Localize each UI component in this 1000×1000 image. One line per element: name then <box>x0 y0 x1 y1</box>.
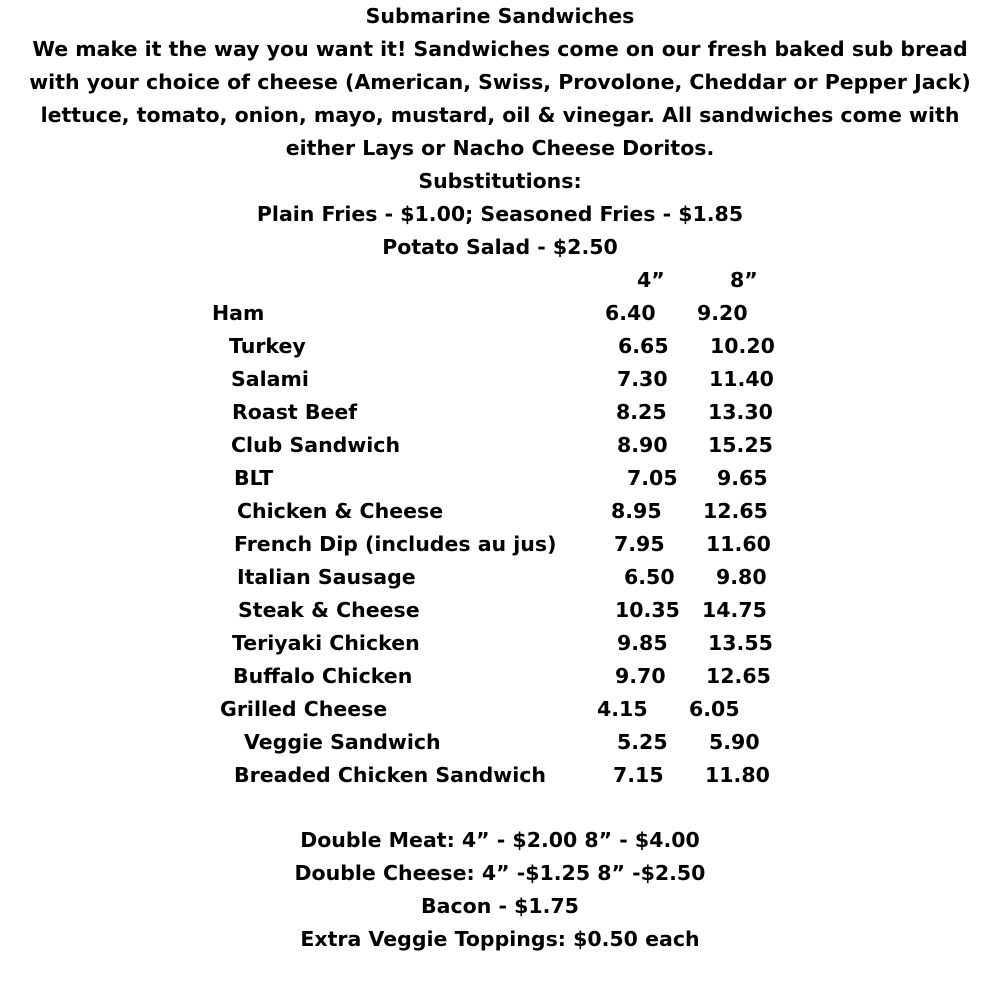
price-4-inch: 9.85 <box>617 631 668 655</box>
menu-item-blt <box>0 462 1000 495</box>
price-4-inch: 6.65 <box>618 334 669 358</box>
menu-item-roast-beef <box>0 396 1000 429</box>
menu-item-chicken-and-cheese <box>0 495 1000 528</box>
item-name: Veggie Sandwich <box>244 730 441 754</box>
price-4-inch: 7.05 <box>627 466 678 490</box>
description-line: with your choice of cheese (American, Swiss, Provolone, Cheddar or Pepper Jack) <box>29 70 971 94</box>
price-8-inch: 5.90 <box>709 730 760 754</box>
menu-item-breaded-chicken-sandwich <box>0 759 1000 792</box>
menu-item-buffalo-chicken <box>0 660 1000 693</box>
price-4-inch: 6.40 <box>605 301 656 325</box>
menu-item-turkey <box>0 330 1000 363</box>
price-8-inch: 6.05 <box>689 697 740 721</box>
description-line: either Lays or Nacho Cheese Doritos. <box>285 136 715 160</box>
price-8-inch: 11.60 <box>706 532 771 556</box>
extra-veggie-toppings: Extra Veggie Toppings: $0.50 each <box>300 927 700 951</box>
item-name: Salami <box>231 367 309 391</box>
extra-double-meat: Double Meat: 4” - $2.00 8” - $4.00 <box>300 828 700 852</box>
price-4-inch: 9.70 <box>615 664 666 688</box>
price-8-inch: 12.65 <box>706 664 771 688</box>
substitutions-heading: Substitutions: <box>418 169 582 193</box>
item-name: Teriyaki Chicken <box>232 631 420 655</box>
price-8-inch: 11.40 <box>709 367 774 391</box>
price-8-inch: 13.30 <box>708 400 773 424</box>
menu-item-veggie-sandwich <box>0 726 1000 759</box>
price-4-inch: 8.25 <box>616 400 667 424</box>
item-name: French Dip (includes au jus) <box>234 532 557 556</box>
substitution-line: Potato Salad - $2.50 <box>382 235 618 259</box>
menu-item-teriyaki-chicken <box>0 627 1000 660</box>
description-line: We make it the way you want it! Sandwiches come on our fresh baked sub bread <box>32 37 968 61</box>
menu-item-grilled-cheese <box>0 693 1000 726</box>
extra-double-cheese: Double Cheese: 4” -$1.25 8” -$2.50 <box>294 861 706 885</box>
price-8-inch: 10.20 <box>710 334 775 358</box>
price-8-inch: 9.65 <box>717 466 768 490</box>
size-header-4-inch: 4” <box>637 268 665 292</box>
menu-item-french-dip <box>0 528 1000 561</box>
item-name: Ham <box>212 301 265 325</box>
item-name: Buffalo Chicken <box>233 664 413 688</box>
price-8-inch: 9.80 <box>716 565 767 589</box>
price-4-inch: 8.95 <box>611 499 662 523</box>
menu-item-steak-and-cheese <box>0 594 1000 627</box>
menu-item-ham <box>0 297 1000 330</box>
description-line: lettuce, tomato, onion, mayo, mustard, oil & vinegar. All sandwiches come with <box>40 103 960 127</box>
price-8-inch: 12.65 <box>703 499 768 523</box>
price-8-inch: 9.20 <box>697 301 748 325</box>
item-name: Grilled Cheese <box>220 697 388 721</box>
item-name: Steak & Cheese <box>238 598 420 622</box>
price-4-inch: 5.25 <box>617 730 668 754</box>
item-name: Breaded Chicken Sandwich <box>234 763 546 787</box>
item-name: Roast Beef <box>232 400 358 424</box>
item-name: BLT <box>234 466 274 490</box>
item-name: Chicken & Cheese <box>237 499 444 523</box>
price-4-inch: 7.15 <box>613 763 664 787</box>
price-4-inch: 10.35 <box>615 598 680 622</box>
item-name: Italian Sausage <box>237 565 416 589</box>
size-header-8-inch: 8” <box>730 268 758 292</box>
menu-item-club-sandwich <box>0 429 1000 462</box>
menu-item-italian-sausage <box>0 561 1000 594</box>
extras-list <box>0 824 1000 956</box>
extra-bacon: Bacon - $1.75 <box>421 894 579 918</box>
price-4-inch: 4.15 <box>597 697 648 721</box>
menu-header <box>0 0 1000 264</box>
price-4-inch: 7.30 <box>617 367 668 391</box>
price-4-inch: 7.95 <box>614 532 665 556</box>
price-8-inch: 14.75 <box>702 598 767 622</box>
price-8-inch: 15.25 <box>708 433 773 457</box>
item-name: Turkey <box>229 334 306 358</box>
substitution-line: Plain Fries - $1.00; Seasoned Fries - $1.85 <box>256 202 744 226</box>
item-name: Club Sandwich <box>231 433 401 457</box>
price-8-inch: 11.80 <box>705 763 770 787</box>
price-4-inch: 8.90 <box>617 433 668 457</box>
price-4-inch: 6.50 <box>624 565 675 589</box>
price-8-inch: 13.55 <box>708 631 773 655</box>
menu-item-salami <box>0 363 1000 396</box>
menu-title: Submarine Sandwiches <box>365 4 635 28</box>
